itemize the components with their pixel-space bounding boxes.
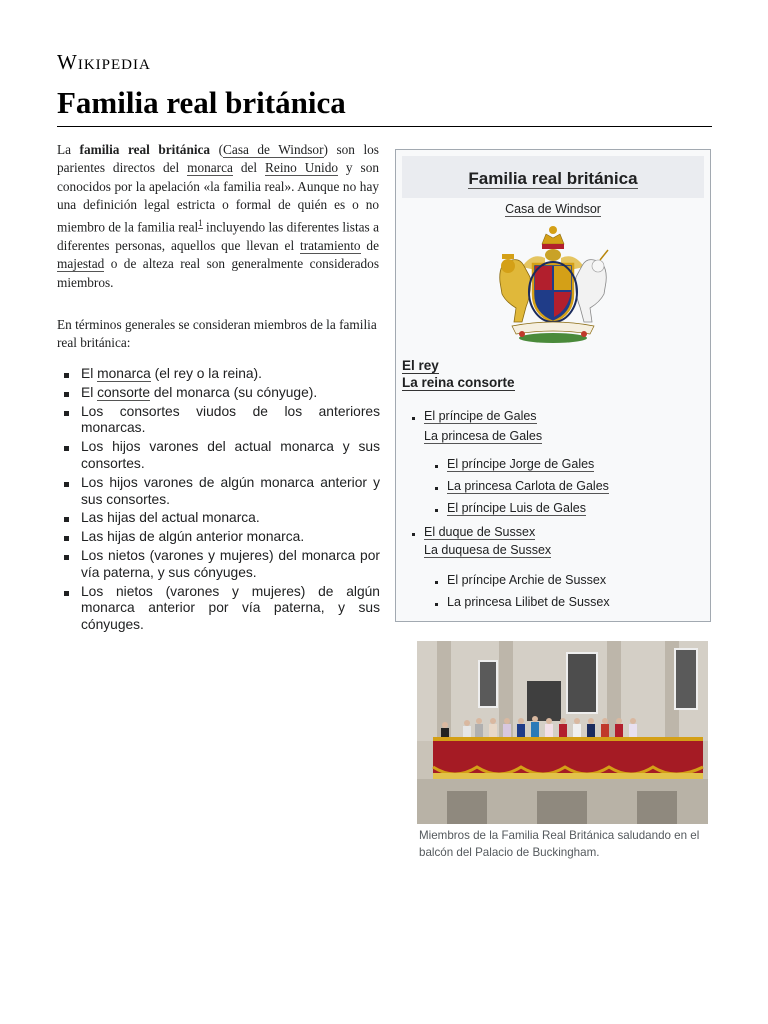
members-list (62, 366, 380, 636)
infobox-title: Familia real británica (468, 169, 638, 188)
link-infobox-casa-de-windsor[interactable]: Casa de Windsor (505, 202, 601, 216)
link-casa-de-windsor[interactable]: Casa de Windsor (223, 142, 324, 157)
list-item: Los hijos varones de algún monarca anterior y sus consortes. (62, 475, 380, 509)
link-principe-de-gales[interactable]: El príncipe de Gales (424, 409, 537, 423)
infobox-list-item: El príncipe Archie de Sussex (447, 573, 607, 587)
infobox-king-queen (402, 357, 515, 391)
intro-paragraph: En términos generales se consideran miembros de la familia real británica: (57, 317, 377, 351)
list-item: El monarca (el rey o la reina). (62, 366, 380, 383)
infobox (395, 149, 711, 622)
infobox-list-item (447, 501, 586, 515)
list-item: Los hijos varones del actual monarca y sus consortes. (62, 439, 380, 473)
list-item: Los consortes viudos de los anteriores monarcas. (62, 404, 380, 438)
link-princesa-carlota[interactable]: La princesa Carlota de Gales (447, 479, 609, 493)
page-title: Familia real británica (57, 85, 346, 120)
link-majestad[interactable]: majestad (57, 256, 105, 272)
link-tratamiento[interactable]: tratamiento (300, 237, 361, 253)
link-monarca-list[interactable]: monarca (97, 366, 151, 381)
link-consorte[interactable]: consorte (97, 384, 151, 400)
infobox-list-item (424, 409, 537, 423)
photo-caption: Miembros de la Familia Real Británica saludando en el balcón del Palacio de Buckingham. (419, 829, 700, 859)
link-reino-unido[interactable]: Reino Unido (265, 160, 338, 176)
list-item: Las hijas del actual monarca. (62, 510, 380, 527)
list-item: Los nietos (varones y mujeres) de algún monarca anterior por vía paterna, y sus cónyuges. (62, 584, 380, 634)
link-monarca[interactable]: monarca (187, 160, 233, 176)
list-item: Las hijas de algún anterior monarca. (62, 529, 380, 546)
title-divider (57, 126, 712, 127)
royal-coat-of-arms-icon (492, 222, 614, 344)
lead-paragraph: La familia real británica (Casa de Windsor) son los parientes directos del monarca del Reino Unido y son conocidos por la apelación «la familia real». Aunque no hay una definición legal estricta o formal de quién es o no miembro de la familia real$^1$ incluyendo las diferentes listas a diferentes personas, aquellos que llevan el tratamiento de majestad o de alteza real son generalmente considerados miembros. (57, 142, 379, 290)
link-principe-jorge[interactable]: El príncipe Jorge de Gales (447, 457, 595, 471)
wikipedia-logo[interactable]: Wikipedia (57, 50, 151, 74)
link-princesa-de-gales[interactable]: La princesa de Gales (424, 429, 543, 443)
link-duque-de-sussex[interactable]: El duque de Sussex (424, 525, 536, 539)
bold-term: familia real británica (79, 142, 211, 157)
infobox-list-item (447, 457, 594, 471)
link-el-rey[interactable]: El rey (402, 358, 439, 373)
buckingham-balcony-photo[interactable] (417, 641, 708, 824)
footnote-link[interactable]: 1 (198, 218, 203, 229)
infobox-list-item (424, 525, 535, 539)
infobox-list-item (447, 479, 609, 493)
link-la-reina-consorte[interactable]: La reina consorte (402, 375, 515, 390)
list-item: El consorte del monarca (su cónyuge). (62, 385, 380, 402)
list-item: Los nietos (varones y mujeres) del monarca por vía paterna, y sus cónyuges. (62, 548, 380, 582)
link-duquesa-de-sussex[interactable]: La duquesa de Sussex (424, 543, 552, 557)
infobox-list-item: La princesa Lilibet de Sussex (447, 595, 610, 609)
link-principe-luis[interactable]: El príncipe Luis de Gales (447, 501, 586, 515)
infobox-header (402, 156, 704, 198)
